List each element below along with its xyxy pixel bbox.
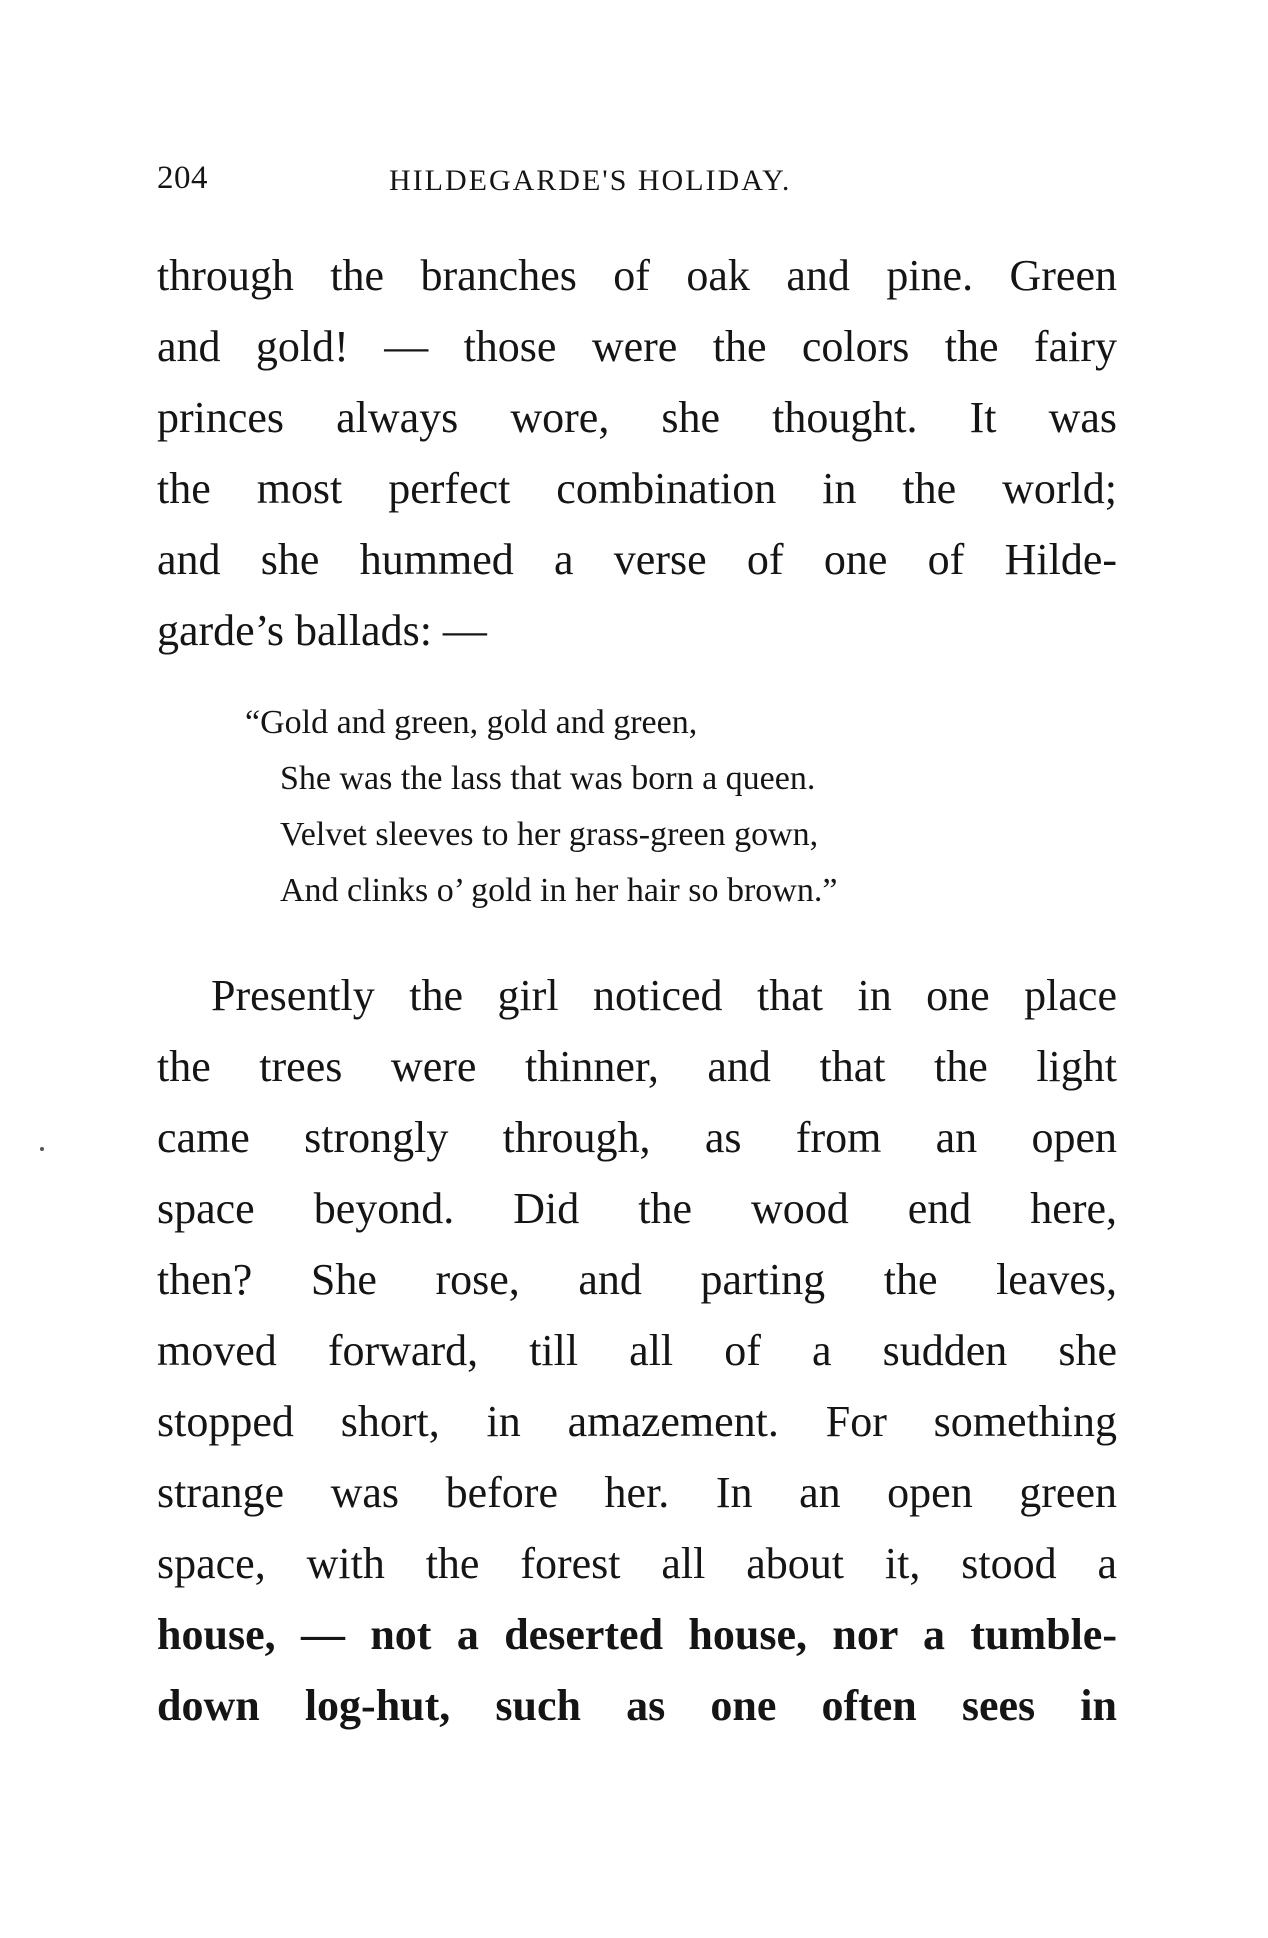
text-line: moved forward, till all of a sudden she — [157, 1326, 1117, 1375]
text-line: came strongly through, as from an open — [157, 1113, 1117, 1162]
ballad-verse — [245, 695, 1045, 919]
text-line: space beyond. Did the wood end here, — [157, 1184, 1117, 1233]
running-title: HILDEGARDE'S HOLIDAY. — [389, 164, 792, 197]
text-line: then? She rose, and parting the leaves, — [157, 1255, 1117, 1304]
text-line: space, with the forest all about it, stood a — [157, 1539, 1117, 1588]
text-line: strange was before her. In an open green — [157, 1468, 1117, 1517]
verse-line: She was the lass that was born a queen. — [280, 760, 816, 797]
text-line: princes always wore, she thought. It was — [157, 393, 1117, 442]
verse-line: Velvet sleeves to her grass-green gown, — [280, 816, 819, 853]
text-line: down log-hut, such as one often sees in — [157, 1681, 1117, 1730]
verse-line: “Gold and green, gold and green, — [245, 704, 698, 741]
text-line: and she hummed a verse of one of Hilde- — [157, 535, 1117, 584]
text-line: stopped short, in amazement. For something — [157, 1397, 1117, 1446]
text-line: through the branches of oak and pine. Green — [157, 251, 1117, 300]
paragraph — [157, 960, 1117, 1741]
ink-speck — [40, 1147, 44, 1151]
text-line: the trees were thinner, and that the light — [157, 1042, 1117, 1091]
text-line: and gold! — those were the colors the fairy — [157, 322, 1117, 371]
text-line: house, — not a deserted house, nor a tumble- — [157, 1610, 1117, 1659]
page-number: 204 — [157, 160, 208, 196]
text-line: Presently the girl noticed that in one place — [211, 971, 1117, 1020]
running-head — [157, 160, 1117, 210]
verse-line: And clinks o’ gold in her hair so brown.” — [280, 872, 838, 909]
text-line: the most perfect combination in the world; — [157, 464, 1117, 513]
paragraph-continued — [157, 240, 1117, 666]
text-line: garde’s ballads: — — [157, 606, 487, 655]
